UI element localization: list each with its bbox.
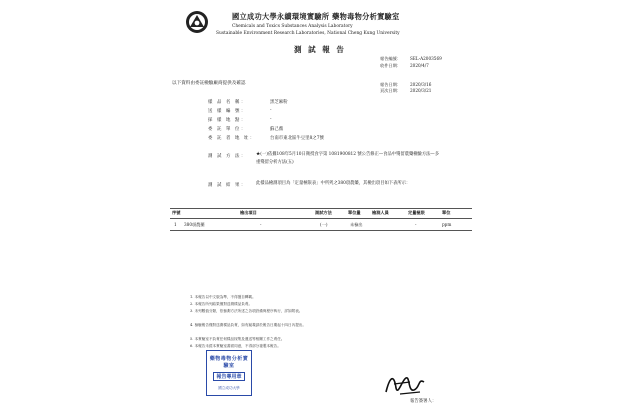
intro-text: 以下資料由委託檢驗廠商提供及確認	[172, 81, 246, 86]
report-page	[160, 0, 480, 417]
table-cell: ppm	[442, 222, 452, 227]
report-date: 2020/3/16	[410, 82, 432, 87]
org-name-cn: 國立成功大學永續環境實驗所 藥物毒物分析實驗室	[232, 12, 400, 21]
official-stamp	[206, 350, 252, 396]
table-bottom-rule	[170, 230, 472, 231]
field-label: 送 樣 編 號：	[208, 109, 247, 114]
issue-date-label: 頁次日期：	[380, 88, 401, 93]
table-top-rule	[170, 208, 472, 209]
org-name-en-1: Chemicals and Toxics Substances Analysis Laboratory	[232, 24, 353, 29]
table-cell: 380項農藥	[184, 222, 205, 227]
note-item: 2. 本報告所列結果僅對送測樣品負責。	[190, 302, 253, 306]
note-item: 4. 檢驗報告僅對送測樣品負責，如有疑義請於報告日期起十四日內提出。	[190, 323, 306, 327]
table-header: 定量極限	[408, 210, 425, 215]
note-item: 3. 未列數值分類，依檢測方法所述之各項設備與程序執行，詳如附表。	[190, 309, 303, 313]
table-header-rule	[170, 218, 472, 219]
result-label: 測 試 結 果：	[208, 183, 247, 188]
note-item: 6. 本報告未經本實驗室書面同意，不得部分複製本報告。	[190, 344, 281, 348]
table-header: 單位	[442, 210, 451, 215]
receive-date: 2020/4/7	[410, 63, 429, 68]
method-label: 測 試 方 法：	[208, 154, 247, 159]
receive-date-label: 收件日期：	[380, 63, 401, 68]
field-value: 黑芝麻粉	[270, 100, 288, 105]
field-label: 委 託 者 地 址：	[208, 136, 256, 141]
report-title: 測 試 報 告	[294, 45, 346, 54]
table-header: 檢測人員	[372, 210, 389, 215]
table-cell: 1	[174, 222, 177, 227]
lab-logo-icon	[185, 10, 209, 34]
report-no-label: 報告編號：	[380, 56, 401, 61]
table-header: 測試方法	[315, 210, 332, 215]
report-no: SEL-A2003569	[410, 56, 442, 61]
field-value: 台南市東北區牛豆里8之7號	[270, 136, 324, 141]
table-cell: 未檢出	[350, 222, 363, 227]
field-label: 採 樣 地 點：	[208, 118, 247, 123]
table-header: 序號	[172, 210, 181, 215]
table-header: 檢出項目	[240, 210, 257, 215]
field-value: -	[270, 117, 272, 122]
note-item: 5. 本實驗室不負責任何樣品採集及運送等相關工作之責任。	[190, 337, 285, 341]
stamp-line-1: 藥物毒物分析實驗室	[209, 356, 249, 369]
stamp-line-2: 報告專用章	[213, 372, 245, 381]
note-item: 1. 本報告以中文版為準，不得擅自轉載。	[190, 295, 256, 299]
table-cell: -	[260, 222, 262, 227]
issue-date: 2020/3/21	[410, 88, 432, 93]
table-cell: -	[415, 222, 417, 227]
field-value: 蘇己薇	[270, 127, 284, 132]
table-header: 單位量	[348, 210, 361, 215]
field-label: 委 託 單 位：	[208, 127, 247, 132]
table-cell: (一)	[320, 222, 328, 227]
stamp-line-3: 國立成功大學	[218, 386, 240, 390]
org-name-en-2: Sustainable Environment Research Laboratories, National Cheng Kung University	[216, 31, 400, 36]
result-text: 此樣品檢測項目為「定量極限表」中所列之380項農藥，其檢出項目如下表所示：	[256, 181, 411, 186]
report-date-label: 報告日期：	[380, 82, 401, 87]
method-text: ★(一)依據108年5月10日衛授食字第 1081900812 號公告修正—食品中殘留農藥檢驗方法—多重殘留分析方法(五)	[256, 152, 440, 165]
field-value: -	[270, 108, 272, 113]
signatory-label: 報告簽署人：	[410, 399, 437, 404]
field-label: 樣 品 名 稱：	[208, 100, 247, 105]
